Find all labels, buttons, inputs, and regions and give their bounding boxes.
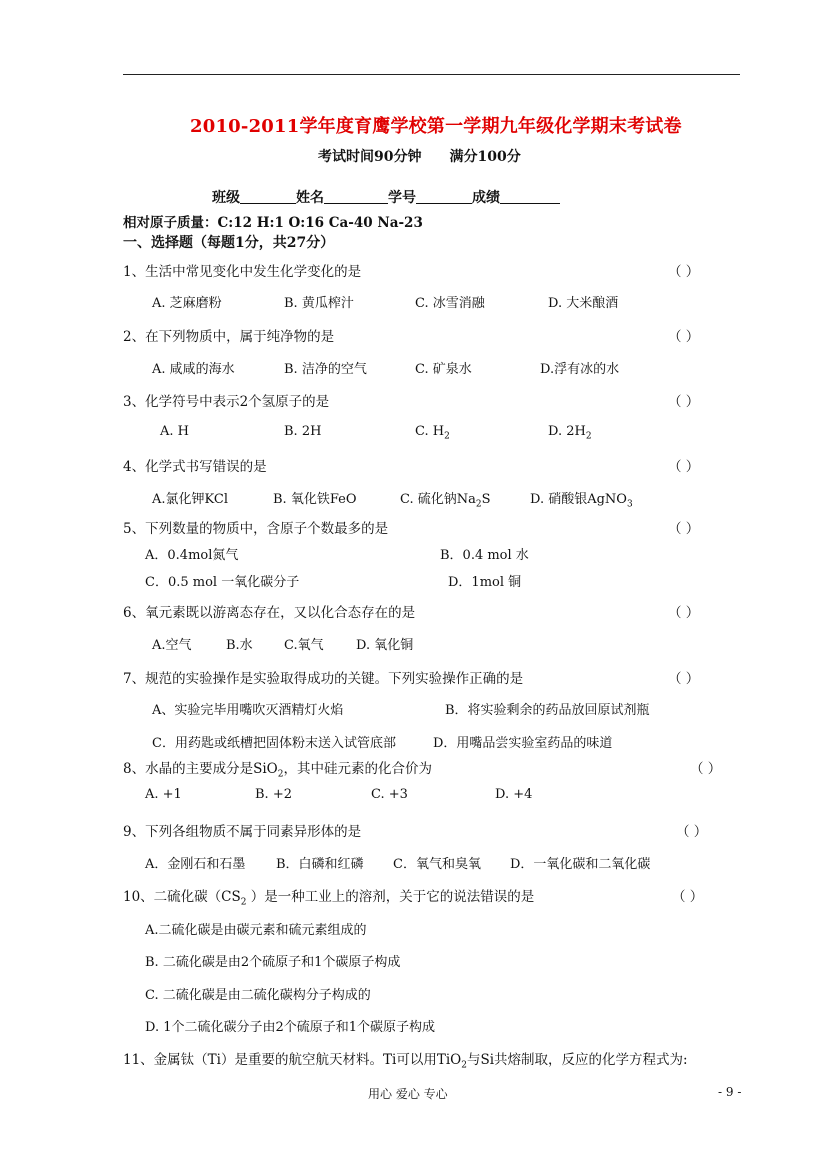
- q2-option-c: C. 矿泉水: [415, 362, 472, 377]
- exam-time: 考试时间90分钟: [318, 149, 422, 165]
- footer-motto: 用心 爱心 专心: [368, 1087, 448, 1101]
- id-blank: [416, 189, 472, 204]
- q1-option-c: C. 冰雪消融: [415, 296, 485, 311]
- q10-option-d: D. 1个二硫化碳分子由2个硫原子和1个碳原子构成: [145, 1020, 436, 1035]
- grade-label: 成绩: [472, 190, 500, 206]
- q1-option-a: A. 芝麻磨粉: [152, 296, 222, 311]
- q7-option-b: B．将实验剩余的药品放回原试剂瓶: [445, 703, 650, 718]
- q7-option-a: A、实验完毕用嘴吹灭酒精灯火焰: [152, 703, 344, 718]
- atomic-masses: 相对原子质量：C:12 H:1 O:16 Ca-40 Na-23: [123, 215, 423, 231]
- answer-bracket: （ ）: [668, 329, 700, 345]
- class-label: 班级: [212, 190, 240, 206]
- answer-bracket: （ ）: [668, 521, 700, 537]
- q4-option-c: C. 硫化钠$Na_2S$: [400, 492, 491, 510]
- question-1-stem: 1、生活中常见变化中发生化学变化的是: [123, 264, 362, 280]
- q6-option-d: D. 氧化铜: [356, 638, 414, 653]
- exam-title: 2010-2011学年度育鹰学校第一学期九年级化学期末考试卷: [190, 116, 682, 137]
- id-label: 学号: [388, 190, 416, 206]
- answer-bracket: （ ）: [672, 889, 704, 905]
- q8-option-d: D. +4: [495, 787, 533, 802]
- answer-bracket: （ ）: [690, 761, 722, 777]
- answer-bracket: （ ）: [668, 459, 700, 475]
- q1-option-d: D. 大米酿酒: [548, 296, 619, 311]
- q5-option-a: A．0.4mol氮气: [145, 548, 239, 563]
- q4-option-a: A.氯化钾KCl: [152, 492, 228, 507]
- section-heading: 一、选择题（每题1分，共27分）: [123, 235, 335, 251]
- q5-option-d: D．1mol 铜: [448, 575, 522, 590]
- answer-bracket: （ ）: [668, 671, 700, 687]
- q10-option-b: B. 二硫化碳是由2个硫原子和1个碳原子构成: [145, 955, 401, 970]
- q3-option-a: A. H: [160, 424, 189, 439]
- q2-option-a: A. 咸咸的海水: [152, 362, 235, 377]
- q8-option-a: A. +1: [145, 787, 182, 802]
- q4-option-b: B. 氧化铁FeO: [273, 492, 357, 507]
- header-rule: [123, 74, 740, 75]
- q10-option-c: C. 二硫化碳是由二硫化碳构分子构成的: [145, 988, 371, 1003]
- q9-option-d: D．一氧化碳和二氧化碳: [510, 857, 651, 872]
- question-10-stem: 10、二硫化碳（$CS_2$ ）是一种工业上的溶剂，关于它的说法错误的是: [123, 889, 535, 908]
- grade-blank: [500, 189, 560, 204]
- q4-option-d: D. 硝酸银AgNO$_3$: [530, 492, 633, 510]
- answer-bracket: （ ）: [676, 824, 708, 840]
- question-11-stem: 11、金属钛（Ti）是重要的航空航天材料。Ti可以用TiO$_2$与Si共熔制取，反应的化学方程式为:: [123, 1052, 688, 1071]
- q9-option-b: B．白磷和红磷: [276, 857, 364, 872]
- q6-option-b: B.水: [226, 638, 253, 653]
- name-label: 姓名: [296, 190, 324, 206]
- question-5-stem: 5、下列数量的物质中，含原子个数最多的是: [123, 521, 389, 537]
- answer-bracket: （ ）: [668, 394, 700, 410]
- question-9-stem: 9、下列各组物质不属于同素异形体的是: [123, 824, 362, 840]
- name-blank: [324, 189, 388, 204]
- q2-option-b: B. 洁净的空气: [284, 362, 367, 377]
- q6-option-a: A.空气: [152, 638, 192, 653]
- q5-option-b: B．0.4 mol 水: [440, 548, 529, 563]
- q7-option-d: D．用嘴品尝实验室药品的味道: [433, 736, 613, 751]
- q3-option-b: B. 2H: [284, 424, 322, 439]
- question-3-stem: 3、化学符号中表示2个氢原子的是: [123, 394, 330, 410]
- q7-option-c: C．用药匙或纸槽把固体粉末送入试管底部: [152, 736, 396, 751]
- q3-option-c: C. $H_2$: [415, 424, 450, 442]
- q1-option-b: B. 黄瓜榨汁: [284, 296, 354, 311]
- q8-option-b: B. +2: [255, 787, 292, 802]
- q2-option-d: D.浮有冰的水: [540, 362, 620, 377]
- q10-option-a: A.二硫化碳是由碳元素和硫元素组成的: [145, 923, 367, 938]
- q9-option-a: A．金刚石和石墨: [145, 857, 246, 872]
- answer-bracket: （ ）: [668, 605, 700, 621]
- class-blank: [240, 189, 296, 204]
- q5-option-c: C．0.5 mol 一氧化碳分子: [145, 575, 300, 590]
- q3-option-d: D. $2H_2$: [548, 424, 592, 442]
- exam-subtitle: [318, 146, 521, 166]
- question-8-stem: 8、水晶的主要成分是SiO$_2$，其中硅元素的化合价为: [123, 761, 432, 780]
- exam-score: 满分100分: [449, 149, 521, 165]
- answer-bracket: （ ）: [668, 264, 700, 280]
- question-6-stem: 6、氧元素既以游离态存在，又以化合态存在的是: [123, 605, 416, 621]
- question-2-stem: 2、在下列物质中，属于纯净物的是: [123, 329, 335, 345]
- q6-option-c: C.氧气: [284, 638, 324, 653]
- q8-option-c: C. +3: [371, 787, 408, 802]
- question-7-stem: 7、规范的实验操作是实验取得成功的关键。下列实验操作正确的是: [123, 671, 524, 687]
- student-info-line: [212, 187, 560, 207]
- question-4-stem: 4、化学式书写错误的是: [123, 459, 267, 475]
- q9-option-c: C．氧气和臭氧: [393, 857, 481, 872]
- page-number: - 9 -: [718, 1085, 742, 1099]
